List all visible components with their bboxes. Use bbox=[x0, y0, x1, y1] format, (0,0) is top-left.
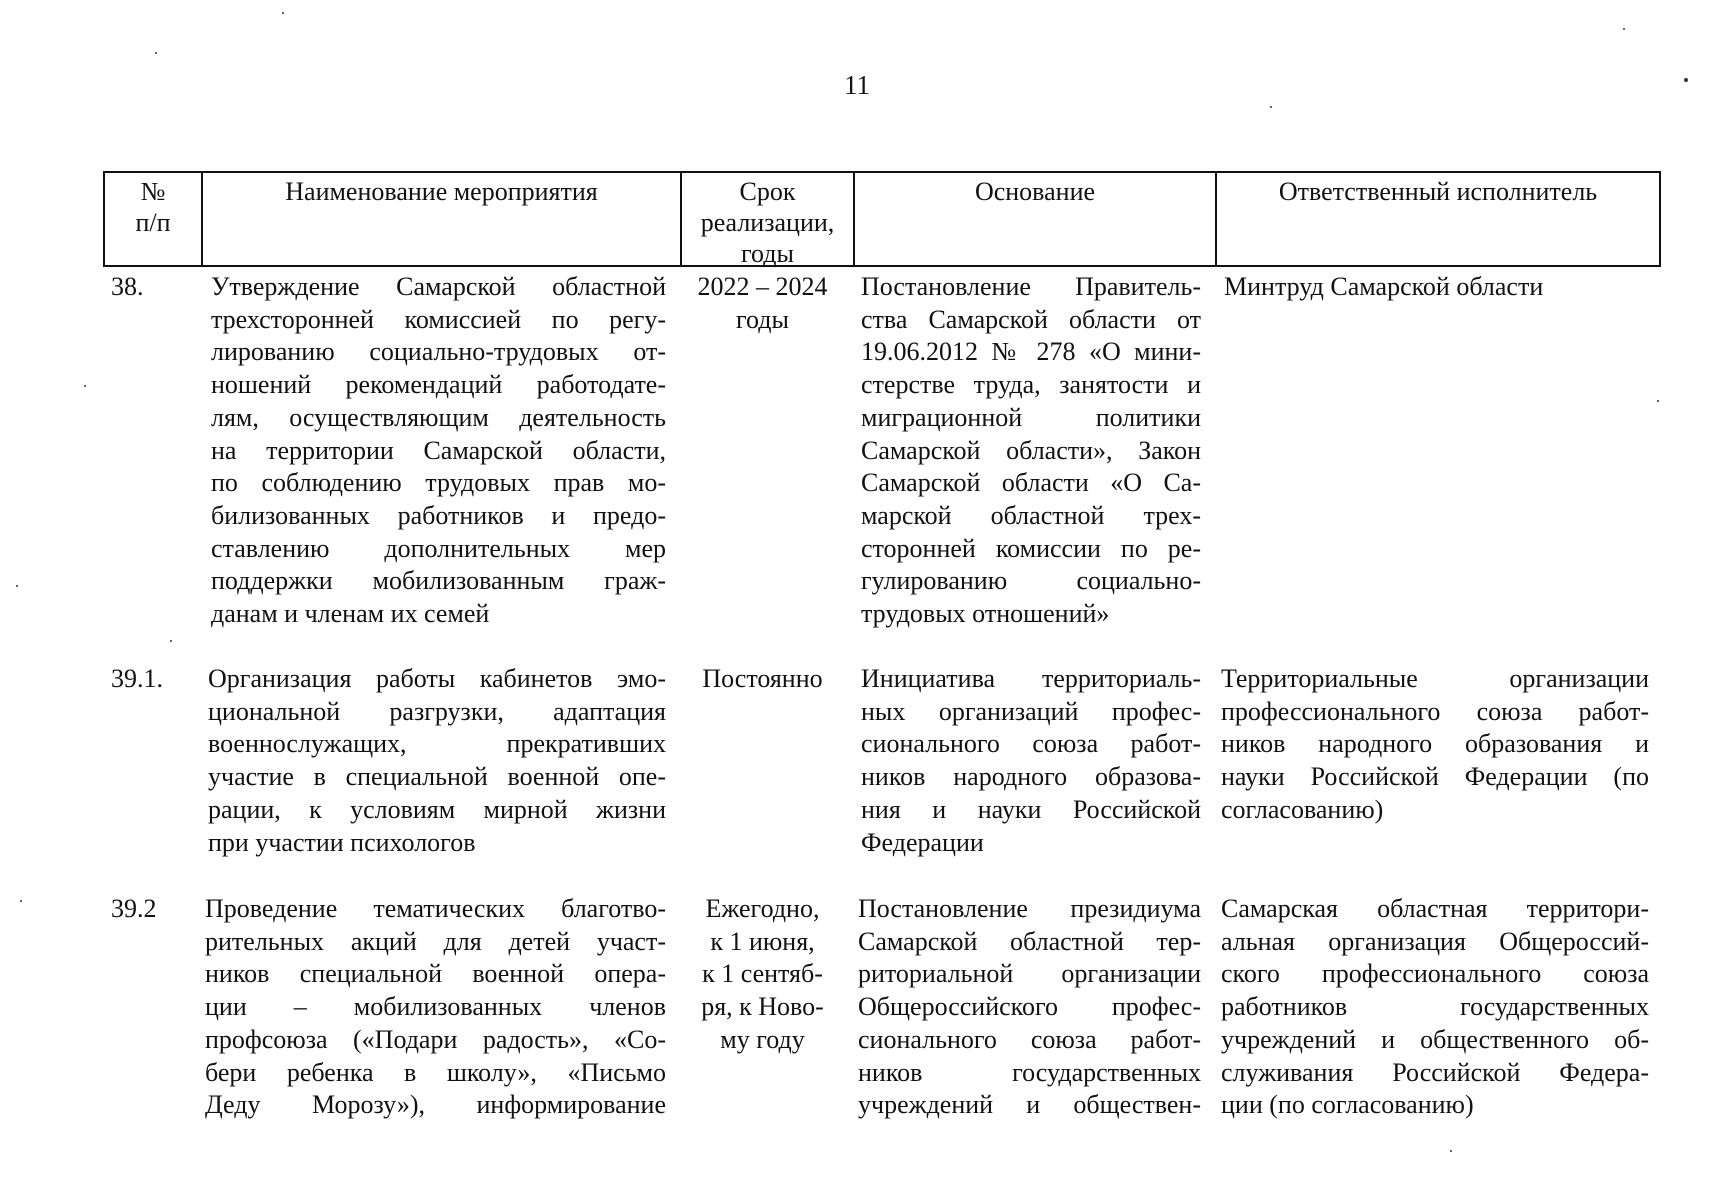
text-line: Ежегодно, bbox=[705, 894, 820, 923]
text-line: Самарская областная территори- bbox=[1221, 894, 1649, 923]
header-executor-text: Ответственный исполнитель bbox=[1278, 177, 1598, 206]
header-term bbox=[682, 173, 855, 268]
scan-speck bbox=[84, 385, 86, 387]
text-line: сионального союза работ- bbox=[858, 1024, 1201, 1054]
text-line: служивания Российской Федера- bbox=[1221, 1057, 1649, 1087]
text-line: Постоянно bbox=[702, 664, 823, 693]
text-line: ных организаций профес- bbox=[861, 696, 1201, 726]
row-num: 39.1. bbox=[111, 664, 163, 693]
row-term bbox=[680, 893, 845, 1057]
text-line: Постановление президиума bbox=[858, 894, 1201, 923]
text-line: данам и членам их семей bbox=[211, 599, 490, 629]
text-line: Организация работы кабинетов эмо- bbox=[208, 664, 666, 693]
text-line: по соблюдению трудовых прав мо- bbox=[211, 468, 666, 498]
text-line: рации, к условиям мирной жизни bbox=[208, 794, 666, 824]
header-num-line: п/п bbox=[135, 208, 171, 237]
text-line: ния и науки Российской bbox=[861, 794, 1201, 824]
header-name-text: Наименование мероприятия bbox=[285, 177, 598, 206]
text-line: риториальной организации bbox=[858, 959, 1201, 989]
text-line: ции – мобилизованных членов bbox=[205, 992, 666, 1022]
text-line: сионального союза работ- bbox=[861, 729, 1201, 759]
text-line: работников государственных bbox=[1221, 992, 1649, 1022]
header-name bbox=[203, 173, 682, 265]
scan-speck bbox=[1623, 28, 1625, 30]
row-name bbox=[211, 271, 666, 631]
text-line: трудовых отношений» bbox=[861, 599, 1110, 629]
scan-speck bbox=[1450, 1150, 1452, 1152]
text-line: Самарской области», Закон bbox=[861, 435, 1201, 465]
text-line: ников государственных bbox=[858, 1057, 1201, 1087]
text-line: альная организация Общероссий- bbox=[1221, 926, 1649, 956]
row-basis bbox=[858, 893, 1201, 1122]
text-line: при участии психологов bbox=[208, 827, 476, 857]
text-line: к 1 сентяб- bbox=[702, 959, 823, 989]
text-line: ского профессионального союза bbox=[1221, 959, 1649, 989]
text-line: согласованию) bbox=[1221, 794, 1384, 824]
text-line: Постановление Правитель- bbox=[861, 272, 1201, 301]
text-line: науки Российской Федерации (по bbox=[1221, 762, 1649, 792]
scan-speck bbox=[170, 640, 172, 642]
text-line: Самарской области «О Са- bbox=[861, 468, 1201, 498]
text-line: лированию социально-трудовых от- bbox=[211, 337, 666, 367]
text-line: трехсторонней комиссией по регу- bbox=[211, 304, 666, 334]
scan-speck bbox=[1270, 106, 1272, 108]
text-line: к 1 июня, bbox=[710, 926, 815, 956]
row-basis bbox=[861, 271, 1201, 631]
text-line: му году bbox=[720, 1024, 805, 1054]
text-line: ников народного образова- bbox=[861, 762, 1201, 792]
scan-speck bbox=[155, 52, 157, 54]
row-executor bbox=[1221, 893, 1649, 1122]
text-line: 2022 – 2024 bbox=[697, 272, 828, 301]
text-line: циональной разгрузки, адаптация bbox=[208, 696, 666, 726]
text-line: 19.06.2012 № 278 «О мини- bbox=[861, 337, 1201, 367]
row-num: 39.2 bbox=[111, 894, 157, 923]
text-line: профессионального союза работ- bbox=[1221, 696, 1649, 726]
text-line: лям, осуществляющим деятельность bbox=[211, 402, 666, 432]
table-header bbox=[103, 171, 1661, 267]
scan-speck bbox=[282, 12, 284, 14]
text-line: Самарской областной тер- bbox=[858, 926, 1201, 956]
text-line: ников народного образования и bbox=[1221, 729, 1649, 759]
text-line: билизованных работников и предо- bbox=[211, 500, 666, 530]
header-basis bbox=[855, 173, 1217, 265]
text-line: ников специальной военной опера- bbox=[205, 959, 666, 989]
text-line: ставлению дополнительных мер bbox=[211, 533, 666, 563]
text-line: миграционной политики bbox=[861, 402, 1201, 432]
text-line: Инициатива территориаль- bbox=[861, 664, 1201, 693]
text-line: Утверждение Самарской областной bbox=[211, 272, 666, 301]
row-term bbox=[680, 271, 845, 336]
text-line: Общероссийского профес- bbox=[858, 992, 1201, 1022]
text-line: участие в специальной военной опе- bbox=[208, 762, 666, 792]
header-executor bbox=[1217, 173, 1659, 265]
row-executor bbox=[1221, 663, 1649, 827]
text-line: военнослужащих, прекративших bbox=[208, 729, 666, 759]
scan-speck bbox=[20, 900, 22, 902]
text-line: Деду Морозу»), информирование bbox=[205, 1090, 666, 1120]
text-line: сторонней комиссии по ре- bbox=[861, 533, 1201, 563]
text-line: ства Самарской области от bbox=[861, 304, 1201, 334]
scan-speck bbox=[1657, 400, 1659, 402]
row-executor bbox=[1224, 271, 1654, 304]
header-term-line: реализации, bbox=[700, 208, 835, 237]
text-line: стерстве труда, занятости и bbox=[861, 370, 1201, 400]
scan-speck bbox=[16, 585, 18, 587]
text-line: учреждений и обществен- bbox=[858, 1090, 1201, 1120]
text-line: ря, к Ново- bbox=[701, 992, 824, 1022]
header-term-line: Срок bbox=[739, 177, 796, 206]
text-line: Федерации bbox=[861, 827, 984, 857]
row-basis bbox=[861, 663, 1201, 859]
text-line: рительных акций для детей участ- bbox=[205, 926, 666, 956]
text-line: марской областной трех- bbox=[861, 500, 1201, 530]
text-line: бери ребенка в школу», «Письмо bbox=[205, 1057, 666, 1087]
text-line: Территориальные организации bbox=[1221, 664, 1649, 693]
row-term bbox=[680, 663, 845, 696]
text-line: Проведение тематических благотво- bbox=[205, 894, 666, 923]
text-line: на территории Самарской области, bbox=[211, 435, 666, 465]
scan-speck bbox=[1684, 78, 1688, 82]
row-name bbox=[208, 663, 666, 859]
text-line: ции (по согласованию) bbox=[1221, 1090, 1474, 1120]
text-line: Минтруд Самарской области bbox=[1224, 272, 1544, 301]
page-number: 11 bbox=[844, 70, 870, 100]
header-num-line: № bbox=[140, 177, 166, 206]
text-line: ношений рекомендаций работодате- bbox=[211, 370, 666, 400]
header-basis-text: Основание bbox=[974, 177, 1096, 206]
header-num bbox=[105, 173, 203, 265]
row-name bbox=[205, 893, 666, 1122]
row-num: 38. bbox=[111, 272, 144, 301]
text-line: гулированию социально- bbox=[861, 566, 1201, 596]
text-line: профсоюза («Подари радость», «Со- bbox=[205, 1024, 666, 1054]
header-term-line: годы bbox=[741, 239, 794, 268]
text-line: учреждений и общественного об- bbox=[1221, 1024, 1649, 1054]
text-line: годы bbox=[736, 304, 789, 334]
text-line: поддержки мобилизованным граж- bbox=[211, 566, 666, 596]
